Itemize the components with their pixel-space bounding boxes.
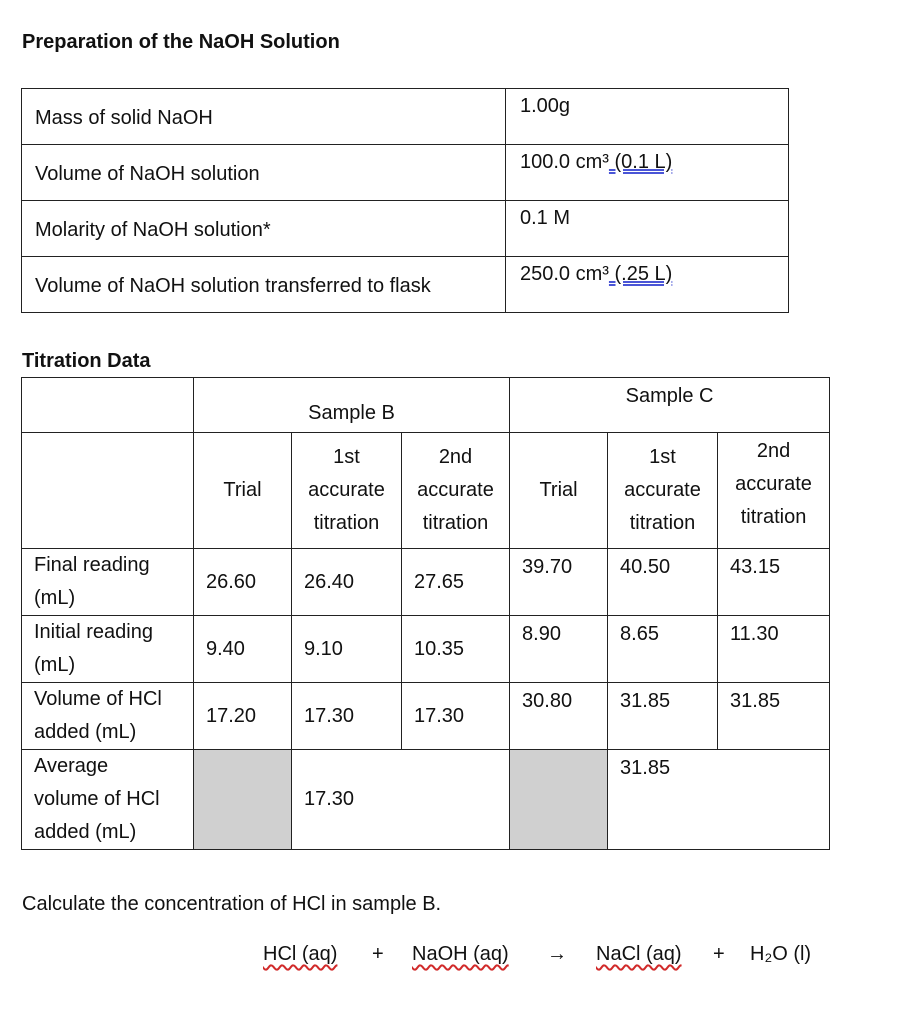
row-label <box>22 750 194 850</box>
cell: 8.65 <box>608 616 718 683</box>
eq-nacl: NaCl (aq) <box>596 943 682 965</box>
col-trial: Trial <box>510 433 608 549</box>
table-row <box>22 549 830 616</box>
cell: 11.30 <box>718 616 830 683</box>
shaded-cell <box>194 750 292 850</box>
cell: 30.80 <box>510 683 608 750</box>
eq-hcl: HCl (aq) <box>263 943 338 965</box>
prep-value-paren: (0.1 L) <box>608 151 673 173</box>
cell: 40.50 <box>608 549 718 616</box>
sample-c-header: Sample C <box>510 378 830 433</box>
cell: 27.65 <box>402 549 510 616</box>
cell: 10.35 <box>402 616 510 683</box>
cell: 31.85 <box>718 683 830 750</box>
row-label-line: (mL) <box>34 654 76 676</box>
empty-cell <box>22 433 194 549</box>
table-row <box>22 616 830 683</box>
cell: 17.20 <box>194 683 292 750</box>
col-2nd-accurate <box>402 433 510 549</box>
prep-value: 1.00g <box>506 89 789 145</box>
eq-naoh: NaOH (aq) <box>412 943 509 965</box>
col-text: 1st <box>333 446 360 468</box>
cell: 17.30 <box>402 683 510 750</box>
prep-label: Volume of NaOH solution <box>22 145 506 201</box>
titration-heading: Titration Data <box>22 350 151 372</box>
col-2nd-accurate <box>718 433 830 549</box>
prep-label: Volume of NaOH solution transferred to flask <box>22 257 506 313</box>
col-text: accurate <box>624 479 701 501</box>
table-row <box>22 201 789 257</box>
cell: 17.30 <box>292 683 402 750</box>
col-1st-accurate <box>292 433 402 549</box>
question-text: Calculate the concentration of HCl in sample B. <box>22 893 442 915</box>
col-text: accurate <box>308 479 385 501</box>
row-label-line: added (mL) <box>34 821 137 843</box>
row-label-line: (mL) <box>34 587 76 609</box>
prep-value-main: 100.0 cm³ <box>520 151 609 173</box>
col-text: 2nd <box>756 440 791 462</box>
prep-value <box>506 257 789 313</box>
col-text: titration <box>422 512 489 534</box>
cell: 9.10 <box>292 616 402 683</box>
prep-table <box>21 88 789 313</box>
col-trial: Trial <box>194 433 292 549</box>
col-text: accurate <box>417 479 494 501</box>
cell: 26.60 <box>194 549 292 616</box>
cell: 8.90 <box>510 616 608 683</box>
empty-cell <box>22 378 194 433</box>
col-text: titration <box>740 506 807 528</box>
row-label-line: Final reading <box>34 554 150 576</box>
table-row <box>22 89 789 145</box>
average-c: 31.85 <box>608 750 830 850</box>
col-text: accurate <box>735 473 812 495</box>
row-label-line: Initial reading <box>34 621 153 643</box>
prep-label: Molarity of NaOH solution* <box>22 201 506 257</box>
row-label-line: Volume of HCl <box>34 688 162 710</box>
table-row <box>22 683 830 750</box>
cell: 39.70 <box>510 549 608 616</box>
table-row <box>22 257 789 313</box>
row-label <box>22 549 194 616</box>
cell: 9.40 <box>194 616 292 683</box>
prep-value <box>506 145 789 201</box>
table-row <box>22 433 830 549</box>
prep-heading: Preparation of the NaOH Solution <box>22 31 340 53</box>
prep-value-main: 250.0 cm³ <box>520 263 609 285</box>
prep-value-paren: (.25 L) <box>608 263 673 285</box>
row-label <box>22 683 194 750</box>
shaded-cell <box>510 750 608 850</box>
prep-value: 0.1 M <box>506 201 789 257</box>
cell: 26.40 <box>292 549 402 616</box>
eq-plus: + <box>713 943 725 965</box>
col-text: titration <box>313 512 380 534</box>
row-label-line: added (mL) <box>34 721 137 743</box>
row-label-line: Average <box>34 755 109 777</box>
prep-label: Mass of solid NaOH <box>22 89 506 145</box>
eq-h2o: H₂O (l) <box>750 943 812 965</box>
table-row <box>22 145 789 201</box>
col-text: titration <box>629 512 696 534</box>
eq-plus: + <box>372 943 384 965</box>
row-label-line: volume of HCl <box>34 788 160 810</box>
titration-table <box>21 377 830 850</box>
col-text: 2nd <box>438 446 473 468</box>
average-b: 17.30 <box>292 750 510 850</box>
col-text: 1st <box>649 446 676 468</box>
col-1st-accurate <box>608 433 718 549</box>
cell: 31.85 <box>608 683 718 750</box>
eq-arrow: → <box>547 943 567 965</box>
table-row <box>22 750 830 850</box>
row-label <box>22 616 194 683</box>
sample-b-header: Sample B <box>194 378 510 433</box>
table-row <box>22 378 830 433</box>
cell: 43.15 <box>718 549 830 616</box>
